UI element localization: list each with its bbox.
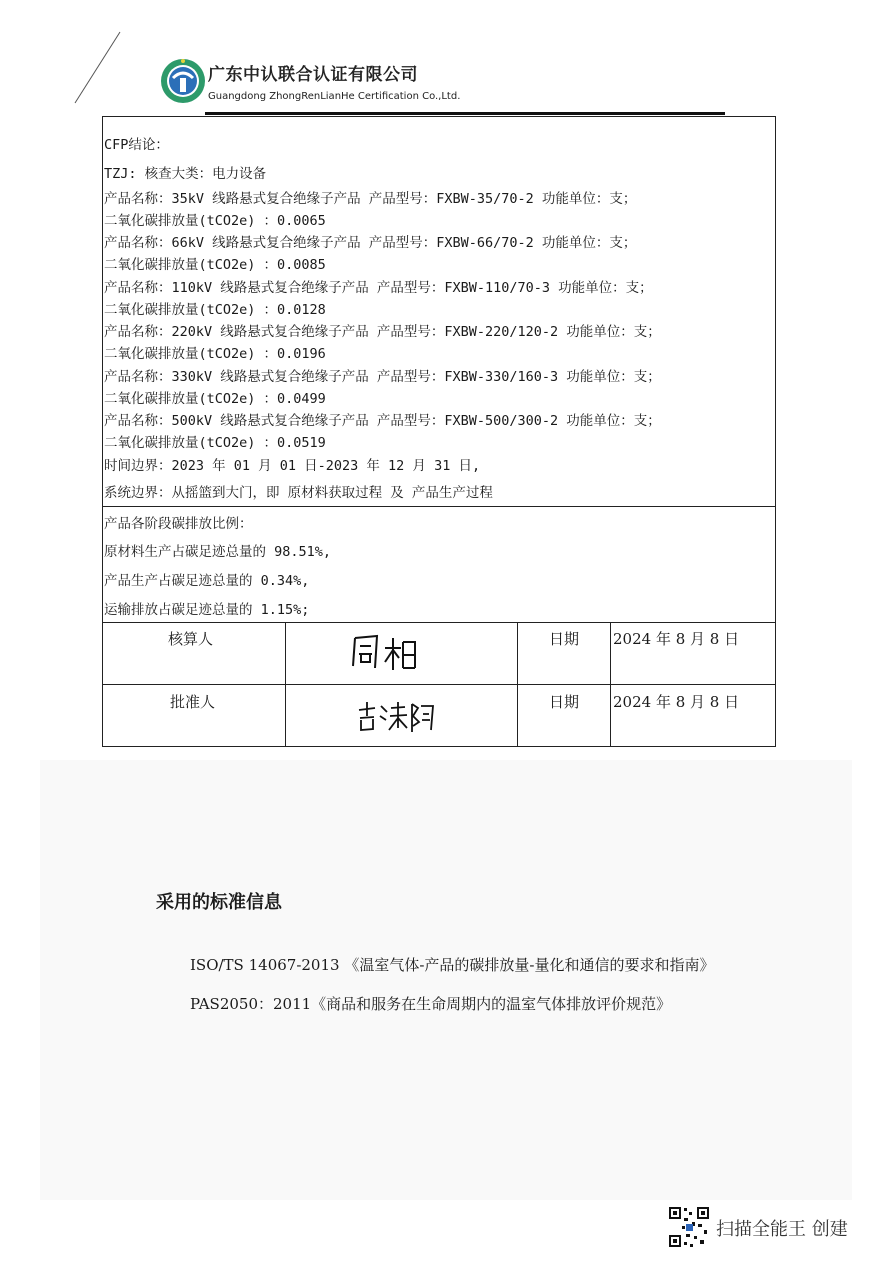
table-column-divider: [517, 622, 518, 747]
report-line: 产品名称：330kV 线路悬式复合绝缘子产品 产品型号：FXBW-330/160-3 功能单位：支；: [104, 369, 661, 385]
stage-line: 原材料生产占碳足迹总量的 98.51%,: [104, 544, 332, 560]
scanner-watermark: 扫描全能王 创建: [716, 1219, 848, 1240]
report-line: 产品名称：110kV 线路悬式复合绝缘子产品 产品型号：FXBW-110/70-3 功能单位：支；: [104, 280, 653, 296]
table-column-divider: [285, 622, 286, 747]
company-name-en: Guangdong ZhongRenLianHe Certification Co.,Ltd.: [208, 91, 461, 102]
stage-line: 运输排放占碳足迹总量的 1.15%;: [104, 602, 310, 618]
report-line: TZJ: 核查大类：电力设备: [104, 166, 267, 182]
qr-code-icon: [668, 1206, 710, 1248]
time-boundary: 时间边界：2023 年 01 月 01 日-2023 年 12 月 31 日,: [104, 458, 481, 474]
stage-heading: 产品各阶段碳排放比例：: [104, 516, 253, 532]
report-line: 产品名称：35kV 线路悬式复合绝缘子产品 产品型号：FXBW-35/70-2 功能单位：支；: [104, 191, 637, 207]
accountant-signature: [345, 628, 425, 674]
report-line: 二氧化碳排放量(tCO2e) ：0.0519: [104, 435, 326, 451]
approver-signature: [355, 698, 435, 736]
standard-item: PAS2050：2011《商品和服务在生命周期内的温室气体排放评价规范》: [190, 995, 672, 1013]
table-divider: [102, 684, 776, 685]
accountant-label: 核算人: [168, 630, 214, 648]
standards-title: 采用的标准信息: [156, 892, 282, 913]
report-line: 二氧化碳排放量(tCO2e) ：0.0128: [104, 302, 326, 318]
page-shading: [40, 760, 852, 1200]
report-line: CFP结论：: [104, 137, 169, 153]
date-label: 日期: [549, 693, 580, 711]
pencil-mark: [70, 30, 125, 105]
report-line: 二氧化碳排放量(tCO2e) ：0.0196: [104, 346, 326, 362]
system-boundary: 系统边界：从摇篮到大门，即 原材料获取过程 及 产品生产过程: [104, 485, 493, 501]
date-label: 日期: [549, 630, 580, 648]
report-line: 二氧化碳排放量(tCO2e) ：0.0499: [104, 391, 326, 407]
report-table: [102, 116, 776, 747]
approver-label: 批准人: [170, 693, 216, 711]
report-line: 产品名称：500kV 线路悬式复合绝缘子产品 产品型号：FXBW-500/300-2 功能单位：支；: [104, 413, 661, 429]
company-logo-icon: [160, 56, 206, 106]
header-rule: [205, 112, 725, 115]
report-line: 产品名称：66kV 线路悬式复合绝缘子产品 产品型号：FXBW-66/70-2 功能单位：支；: [104, 235, 637, 251]
table-column-divider: [610, 622, 611, 747]
approval-date: 2024 年 8 月 8 日: [613, 693, 740, 711]
table-divider: [102, 506, 776, 507]
report-line: 产品名称：220kV 线路悬式复合绝缘子产品 产品型号：FXBW-220/120-2 功能单位：支；: [104, 324, 661, 340]
company-name-cn: 广东中认联合认证有限公司: [208, 65, 418, 85]
standard-item: ISO/TS 14067-2013 《温室气体-产品的碳排放量-量化和通信的要求和指南》: [190, 956, 715, 974]
report-line: 二氧化碳排放量(tCO2e) ：0.0065: [104, 213, 326, 229]
stage-line: 产品生产占碳足迹总量的 0.34%,: [104, 573, 310, 589]
accounting-date: 2024 年 8 月 8 日: [613, 630, 740, 648]
report-line: 二氧化碳排放量(tCO2e) ：0.0085: [104, 257, 326, 273]
table-divider: [102, 622, 776, 623]
